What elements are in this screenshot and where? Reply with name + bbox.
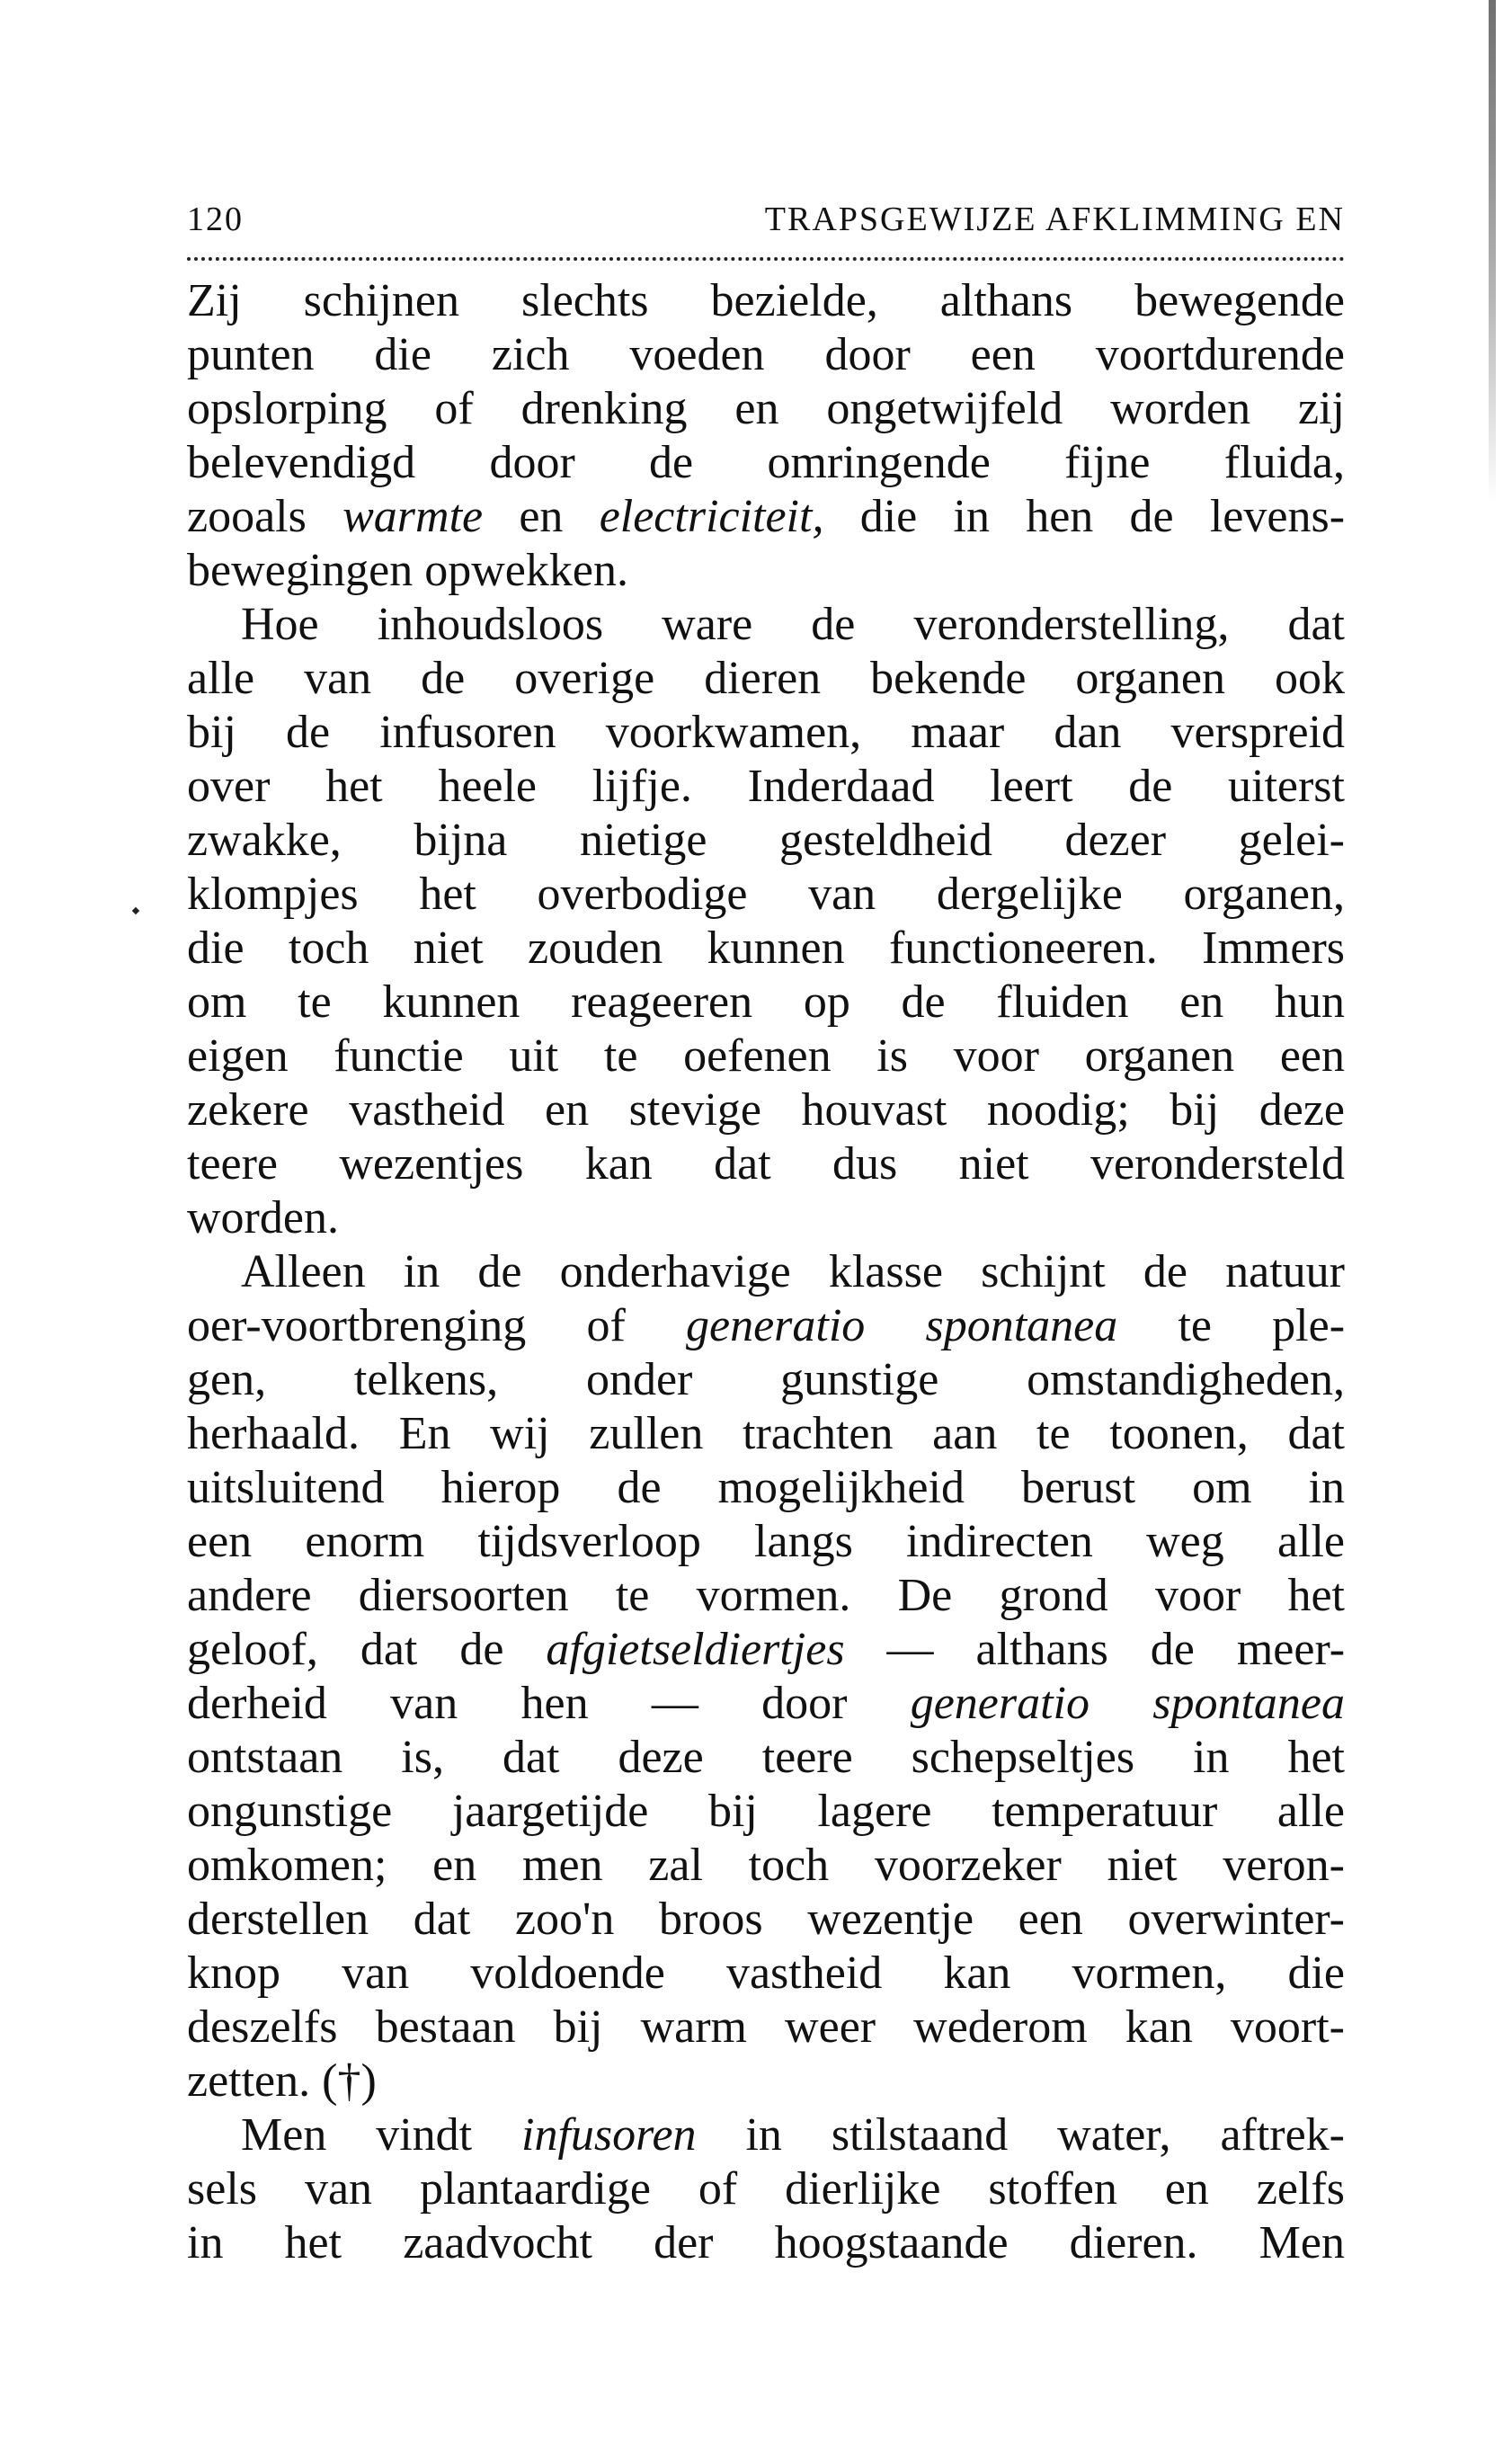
text-span: te ple-	[1178, 1300, 1346, 1351]
text-line	[187, 1623, 1345, 1677]
page-number: 120	[187, 201, 244, 238]
italic-term: generatio spontanea	[686, 1300, 1118, 1351]
text-line: ontstaan is, dat deze teere schepseltjes in het	[187, 1732, 1345, 1783]
paragraph-start-line	[187, 2108, 1345, 2162]
text-line: teere wezentjes kan dat dus niet verondersteld	[187, 1138, 1345, 1190]
italic-term: afgietseldiertjes	[546, 1624, 845, 1675]
paragraph-start-line: Hoe inhoudsloos ware de veronderstelling, dat	[241, 599, 1345, 650]
text-line: zekere vastheid en stevige houvast noodig; bij deze	[187, 1084, 1345, 1136]
text-line: omkomen; en men zal toch voorzeker niet veron-	[187, 1840, 1345, 1891]
text-line: ongunstige jaargetijde bij lagere temperatuur alle	[187, 1786, 1345, 1837]
text-line	[187, 1677, 1345, 1731]
text-line: herhaald. En wij zullen trachten aan te toonen, dat	[187, 1408, 1345, 1459]
italic-term: warmte	[342, 491, 484, 542]
text-line: belevendigd door de omringende fijne fluida,	[187, 437, 1345, 488]
running-head: TRAPSGEWIJZE AFKLIMMING EN	[764, 201, 1345, 238]
text-line: andere diersoorten te vormen. De grond voor het	[187, 1570, 1345, 1621]
text-line: bewegingen opwekken.	[187, 545, 628, 596]
text-line: in het zaadvocht der hoogstaande dieren. Men	[187, 2217, 1345, 2268]
text-line	[187, 1299, 1345, 1353]
text-line: zetten. (†)	[187, 2055, 377, 2107]
text-line: bij de infusoren voorkwamen, maar dan verspreid	[187, 707, 1345, 758]
text-span: geloof, dat de	[187, 1624, 504, 1675]
text-line: worden.	[187, 1192, 339, 1243]
page-header	[187, 200, 1345, 254]
text-line: Zij schijnen slechts bezielde, althans bewegende	[187, 275, 1345, 326]
text-line: derstellen dat zoo'n broos wezentje een overwinter-	[187, 1894, 1345, 1945]
header-dotted-rule	[187, 257, 1345, 261]
margin-speck	[132, 907, 139, 914]
text-span: derheid van hen — door	[187, 1678, 848, 1729]
text-line: alle van de overige dieren bekende organen ook	[187, 653, 1345, 704]
text-line: gen, telkens, onder gunstige omstandigheden,	[187, 1354, 1345, 1405]
text-span: zooals	[187, 491, 307, 542]
text-line: punten die zich voeden door een voortdurende	[187, 329, 1345, 380]
italic-term: infusoren	[521, 2109, 697, 2161]
italic-term: generatio spontanea	[910, 1678, 1345, 1729]
paragraph-start-line: Alleen in de onderhavige klasse schijnt de natuur	[241, 1246, 1345, 1297]
text-span: in stilstaand water, aftrek-	[745, 2109, 1345, 2161]
text-span: — althans de meer-	[886, 1624, 1346, 1675]
scan-edge-shadow	[1489, 0, 1496, 504]
text-line: deszelfs bestaan bij warm weer wederom kan voort-	[187, 2001, 1345, 2053]
text-line: die toch niet zouden kunnen functioneeren. Immers	[187, 922, 1345, 974]
body-text	[187, 274, 1345, 2270]
text-line: knop van voldoende vastheid kan vormen, die	[187, 1947, 1345, 1999]
text-line: zwakke, bijna nietige gesteldheid dezer gelei-	[187, 815, 1345, 866]
text-line: sels van plantaardige of dierlijke stoffen en zelfs	[187, 2163, 1345, 2215]
italic-term: electriciteit,	[599, 491, 824, 542]
text-line	[187, 490, 1345, 544]
text-line: opslorping of drenking en ongetwijfeld worden zij	[187, 383, 1345, 434]
text-line: een enorm tijdsverloop langs indirecten weg alle	[187, 1516, 1345, 1567]
text-span: oer-voortbrenging of	[187, 1300, 626, 1351]
text-span: Men vindt	[241, 2109, 473, 2161]
text-span: en	[519, 491, 564, 542]
text-line: klompjes het overbodige van dergelijke organen,	[187, 869, 1345, 920]
text-line: om te kunnen reageeren op de fluiden en hun	[187, 976, 1345, 1028]
text-line: over het heele lijfje. Inderdaad leert de uiterst	[187, 761, 1345, 812]
text-span: die in hen de levens-	[859, 491, 1346, 542]
text-line: uitsluitend hierop de mogelijkheid berust om in	[187, 1462, 1345, 1513]
text-line: eigen functie uit te oefenen is voor organen een	[187, 1030, 1345, 1082]
